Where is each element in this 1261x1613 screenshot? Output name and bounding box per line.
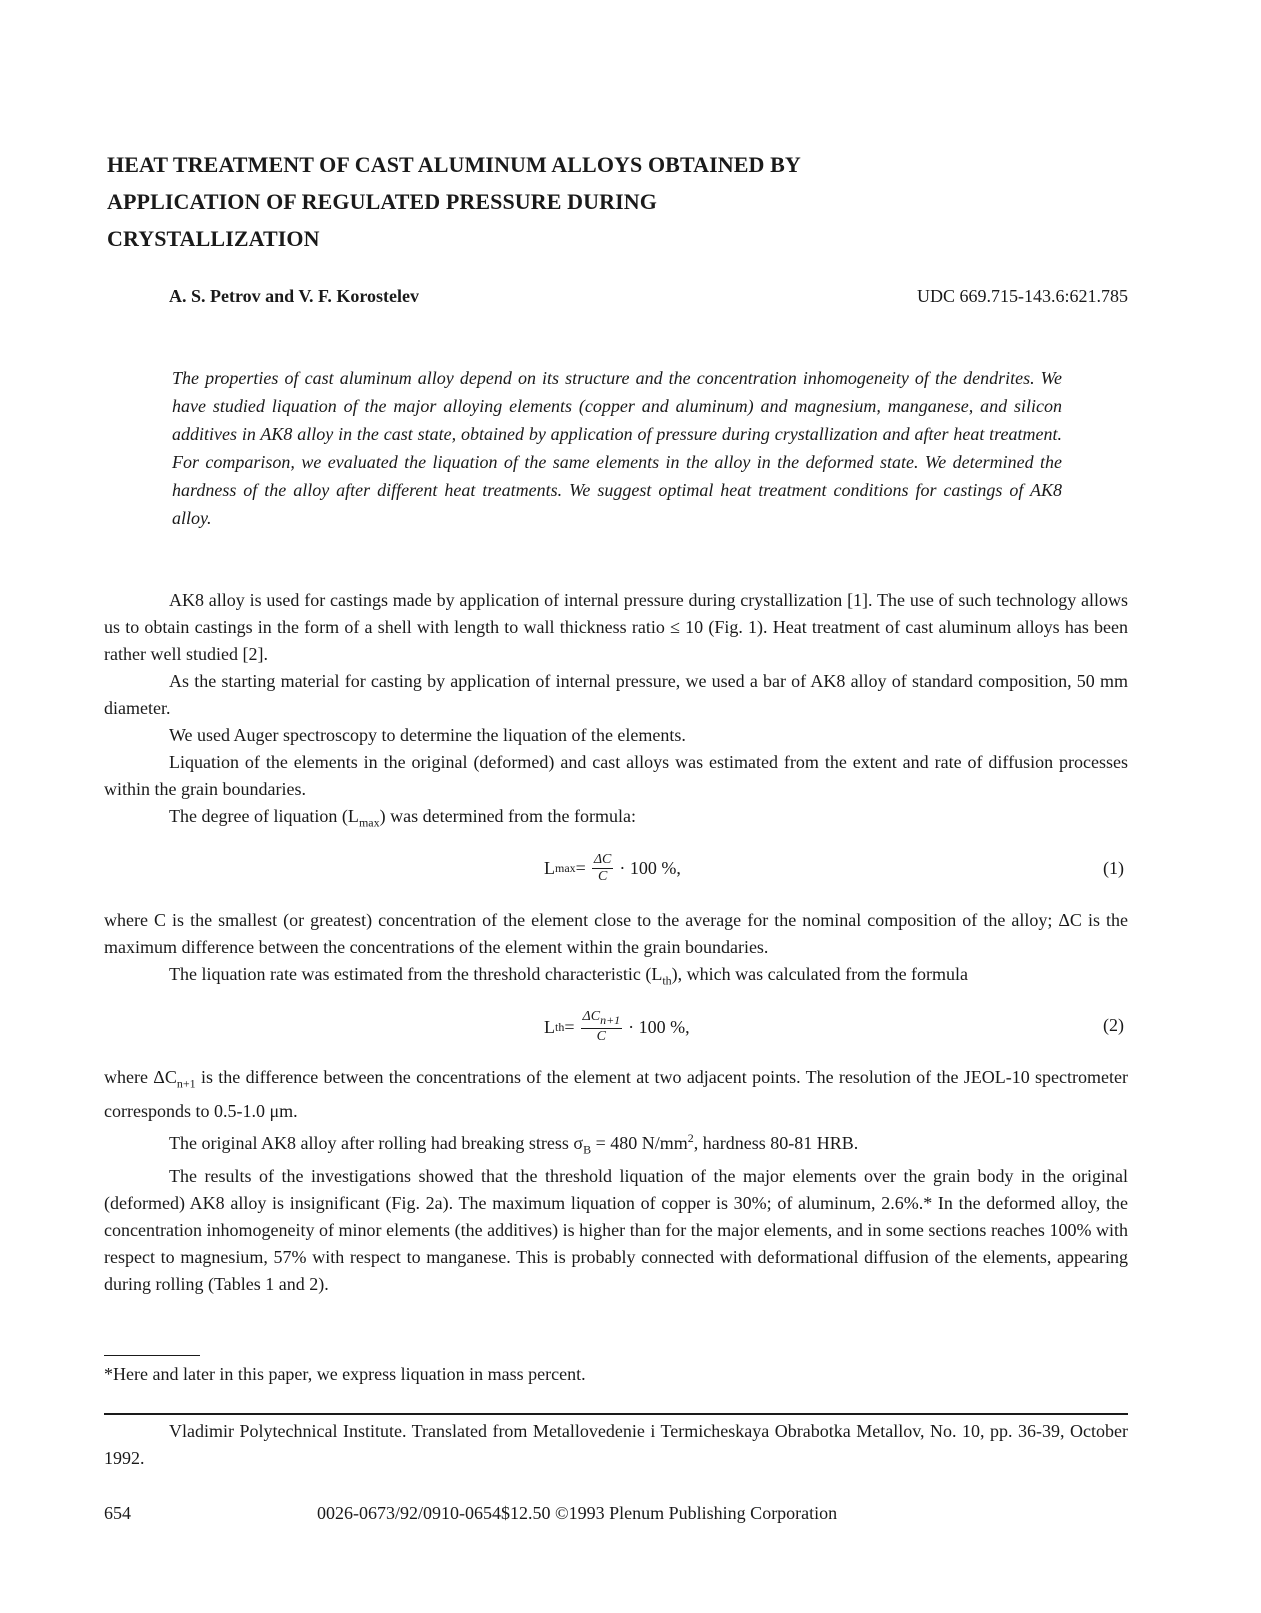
equation-2: L th = $\frac{\Delta C_{n+1}}{C}$ · 100 %, (2) bbox=[544, 1009, 1124, 1044]
equation-number: (2) bbox=[1103, 1015, 1124, 1036]
paragraph: AK8 alloy is used for castings made by application of internal pressure during crystallization [1]. The use of such technology allows us to obtain castings in the form of a shell with length to wall thickness ratio ≤ 10 (Fig. 1). Heat treatment of cast aluminum alloys has been rather well studied [2]. bbox=[104, 590, 1128, 664]
paragraph: Liquation of the elements in the original (deformed) and cast alloys was estimated from the extent and rate of diffusion processes within the grain boundaries. bbox=[104, 752, 1128, 799]
footnote-divider bbox=[104, 1355, 200, 1356]
paragraph: where C is the smallest (or greatest) concentration of the element close to the average for the nominal composition of the alloy; ΔC is the maximum difference between the concentrations of the element within the grain boundaries. bbox=[104, 909, 1128, 957]
fraction: $\frac{\Delta C_{n+1}}{C}$ bbox=[582, 1009, 621, 1044]
paragraph: As the starting material for casting by application of internal pressure, we used a bar of AK8 alloy of standard composition, 50 mm diameter. bbox=[104, 671, 1128, 718]
authors: A. S. Petrov and V. F. Korostelev bbox=[169, 286, 420, 306]
equation-1: L max = $\frac{\Delta C}{C}$ · 100 %, (1) bbox=[544, 851, 1124, 884]
udc-code: UDC 669.715-143.6:621.785 bbox=[917, 286, 1128, 306]
body-text bbox=[104, 587, 1128, 1298]
copyright-line: 0026-0673/92/0910-0654$12.50 ©1993 Plenum Publishing Corporation bbox=[317, 1503, 838, 1523]
title-line: CRYSTALLIZATION bbox=[107, 226, 320, 251]
paragraph: The degree of liquation $(L_{max})$ was determined from the formula: bbox=[169, 806, 637, 830]
paragraph: where $\Delta C_{n+1}$ is the difference between the concentrations of the element at two adjacent points. The resolution of the JEOL-10 spectrometer corresponds to 0.5-1.0 μm. bbox=[104, 1067, 1129, 1121]
paper-title bbox=[107, 146, 887, 257]
affiliation-note: Vladimir Polytechnical Institute. Translated from Metallovedenie i Termicheskaya Obrabotka Metallov, No. 10, pp. 36-39, October 1992. bbox=[104, 1421, 1128, 1468]
paragraph: The results of the investigations showed that the threshold liquation of the major elements over the grain body in the original (deformed) AK8 alloy is insignificant (Fig. 2a). The maximum liquation of copper is 30%; of aluminum, 2.6%.* In the deformed alloy, the concentration inhomogeneity of minor elements (the additives) is higher than for the major elements, and in some sections reaches 100% with respect to magnesium, 57% with respect to manganese. This is probably connected with deformational diffusion of the elements, appearing during rolling (Tables 1 and 2). bbox=[104, 1166, 1128, 1295]
paragraph: We used Auger spectroscopy to determine the liquation of the elements. bbox=[169, 725, 686, 745]
paragraph: The liquation rate was estimated from the threshold characteristic $(L_{th})$, which was calculated from the formula bbox=[169, 963, 969, 988]
fraction: $\frac{\Delta C}{C}$ bbox=[593, 851, 612, 884]
title-line: HEAT TREATMENT OF CAST ALUMINUM ALLOYS OBTAINED BY bbox=[107, 152, 801, 177]
paragraph: The original AK8 alloy after rolling had breaking stress $\sigma_B = 480$ $N/mm^2$, hardness 80-81 HRB. bbox=[169, 1130, 859, 1157]
footnote: *Here and later in this paper, we express liquation in mass percent. bbox=[104, 1364, 586, 1384]
title-line: APPLICATION OF REGULATED PRESSURE DURING bbox=[107, 189, 657, 214]
abstract: The properties of cast aluminum alloy depend on its structure and the concentration inhomogeneity of the dendrites. We have studied liquation of the major alloying elements (copper and aluminum) and magnesium, manganese, and silicon additives in AK8 alloy in the cast state, obtained by application of pressure during crystallization and after heat treatment. For comparison, we evaluated the liquation of the same elements in the alloy in the deformed state. We determined the hardness of the alloy after different heat treatments. We suggest optimal heat treatment conditions for castings of AK8 alloy. bbox=[172, 368, 1062, 528]
equation-number: (1) bbox=[1103, 857, 1124, 878]
affiliation-divider bbox=[104, 1413, 1128, 1415]
page-number: 654 bbox=[104, 1503, 131, 1523]
